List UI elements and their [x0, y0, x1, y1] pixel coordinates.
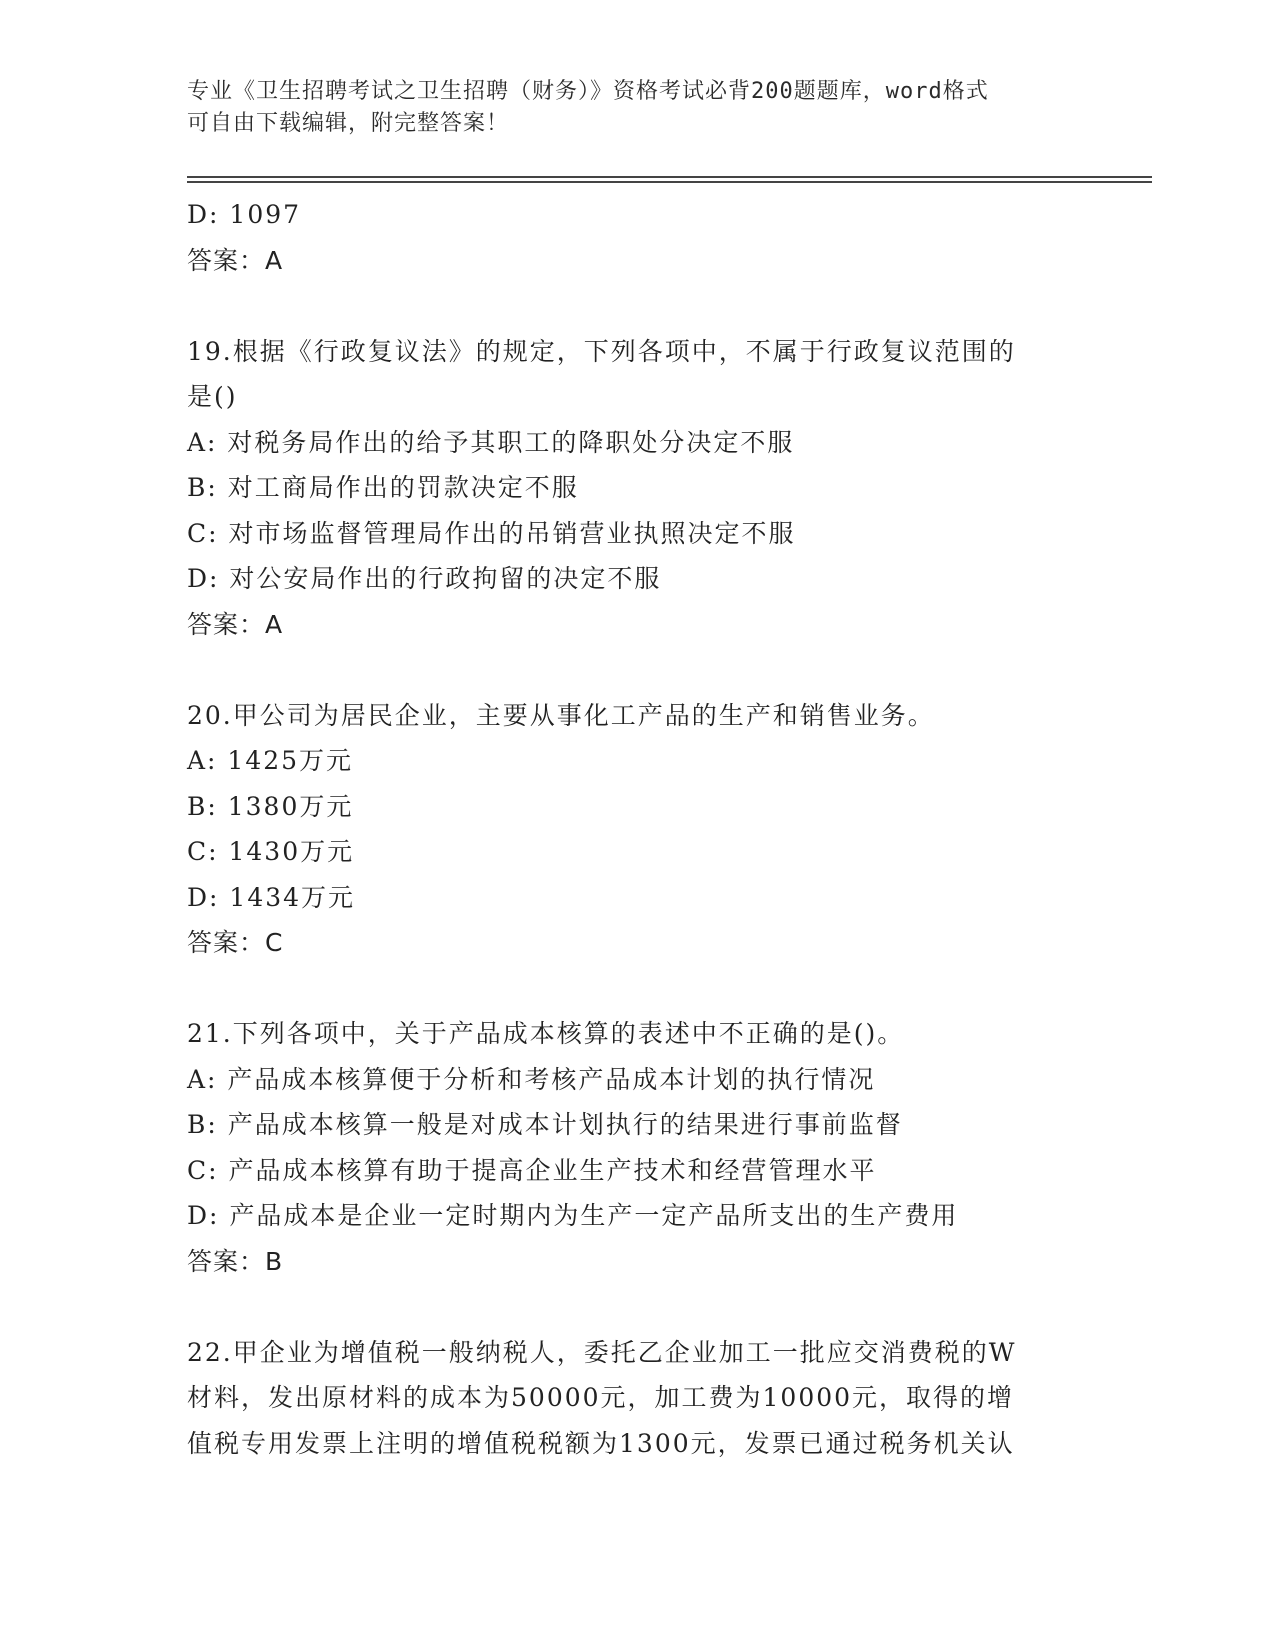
question-21 [187, 1011, 1067, 1284]
question-19-text-1: 19.根据《行政复议法》的规定，下列各项中，不属于行政复议范围的 [187, 336, 1016, 366]
question-22-text-2: 材料，发出原材料的成本为50000元，加工费为10000元，取得的增 [187, 1383, 1015, 1412]
spacer [187, 647, 1067, 693]
question-19-option-d: D: 对公安局作出的行政拘留的决定不服 [187, 564, 662, 593]
question-20-option-d: D: 1434万元 [187, 882, 356, 912]
question-19 [187, 329, 1067, 648]
header-rule-top [187, 176, 1152, 178]
answer-prev: 答案：A [187, 245, 284, 275]
question-21-option-d: D: 产品成本是企业一定时期内为生产一定产品所支出的生产费用 [187, 1201, 959, 1230]
question-20-option-b: B: 1380万元 [187, 791, 354, 821]
question-20 [187, 693, 1067, 966]
question-content [187, 192, 1067, 1466]
spacer [187, 1284, 1067, 1330]
question-22 [187, 1330, 1067, 1467]
question-22-text-3: 值税专用发票上注明的增值税税额为1300元，发票已通过税务机关认 [187, 1428, 1015, 1458]
header-rule-bottom [187, 181, 1152, 183]
question-21-option-c: C: 产品成本核算有助于提高企业生产技术和经营管理水平 [187, 1155, 877, 1185]
question-19-option-a: A: 对税务局作出的给予其职工的降职处分决定不服 [187, 427, 795, 457]
question-20-text-1: 20.甲公司为居民企业，主要从事化工产品的生产和销售业务。 [187, 700, 935, 730]
question-19-option-b: B: 对工商局作出的罚款决定不服 [187, 473, 579, 502]
question-19-option-c: C: 对市场监督管理局作出的吊销营业执照决定不服 [187, 518, 796, 548]
option-d-prev: D: 1097 [187, 200, 302, 229]
question-20-answer: 答案：C [187, 928, 284, 957]
document-header [187, 76, 1067, 140]
question-20-option-c: C: 1430万元 [187, 837, 355, 866]
question-19-text-2: 是() [187, 382, 238, 411]
spacer [187, 283, 1067, 329]
spacer [187, 966, 1067, 1012]
header-line-1: 专业《卫生招聘考试之卫生招聘（财务）》资格考试必背200题题库，word格式 [187, 79, 989, 104]
question-21-option-a: A: 产品成本核算便于分析和考核产品成本计划的执行情况 [187, 1064, 876, 1094]
question-20-option-a: A: 1425万元 [187, 746, 354, 775]
header-line-2: 可自由下载编辑，附完整答案！ [187, 111, 510, 136]
question-21-option-b: B: 产品成本核算一般是对成本计划执行的结果进行事前监督 [187, 1110, 903, 1139]
question-19-answer: 答案：A [187, 609, 284, 639]
question-21-answer: 答案：B [187, 1246, 284, 1276]
question-22-text-1: 22.甲企业为增值税一般纳税人，委托乙企业加工一批应交消费税的W [187, 1337, 1017, 1367]
question-21-text-1: 21.下列各项中，关于产品成本核算的表述中不正确的是()。 [187, 1019, 905, 1048]
